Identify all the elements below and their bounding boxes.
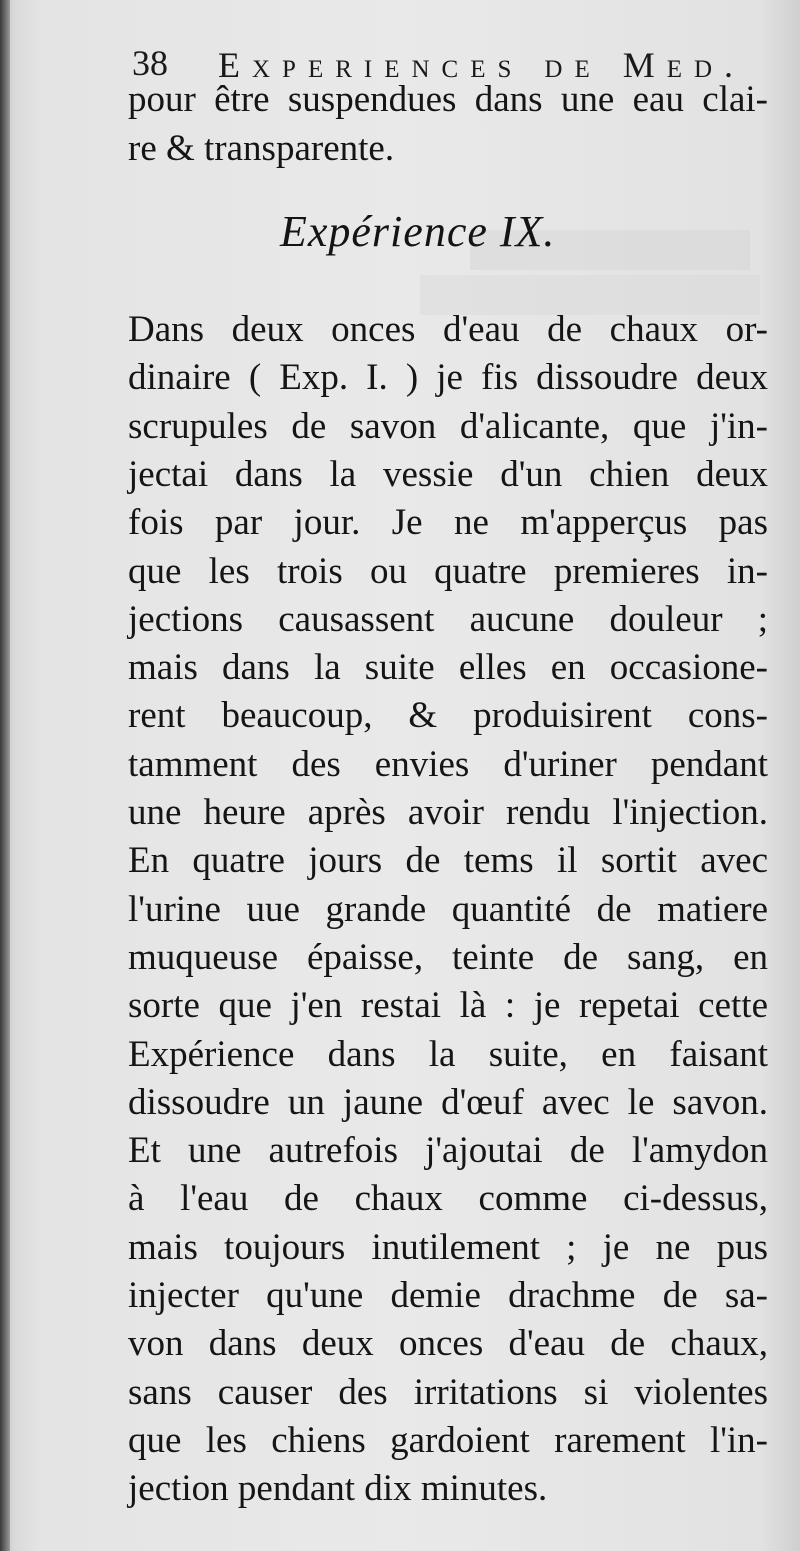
text-line: mais toujours inutilement ; je ne pus <box>128 1226 768 1268</box>
text-line: sans causer des irritations si violentes <box>128 1371 768 1413</box>
text-line: à l'eau de chaux comme ci-dessus, <box>128 1178 768 1220</box>
text-line: que les trois ou quatre premieres in- <box>128 550 768 592</box>
text-line: von dans deux onces d'eau de chaux, <box>128 1323 768 1365</box>
text-line: jection pendant dix minutes. <box>128 1468 548 1510</box>
text-line: Et une autrefois j'ajoutai de l'amydon <box>128 1130 768 1172</box>
page-number: 38 <box>132 43 168 83</box>
text-line: jectai dans la vessie d'un chien deux <box>128 453 768 495</box>
text-line: fois par jour. Je ne m'apperçus pas <box>128 502 768 544</box>
text-line: scrupules de savon d'alicante, que j'in- <box>128 405 768 447</box>
text-line: rent beaucoup, & produisirent cons- <box>128 695 768 737</box>
text-line: dinaire ( Exp. I. ) je fis dissoudre deux <box>128 357 768 399</box>
page-gutter-shadow <box>0 0 10 1551</box>
text-line: re & transparente. <box>128 127 395 169</box>
text-line: que les chiens gardoient rarement l'in- <box>128 1419 768 1461</box>
section-heading: Expérience IX. <box>280 207 556 256</box>
running-title: Experiences de Med. <box>218 45 746 85</box>
text-line: muqueuse épaisse, teinte de sang, en <box>128 936 768 978</box>
text-line: En quatre jours de tems il sortit avec <box>128 840 768 882</box>
text-line: injecter qu'une demie drachme de sa- <box>128 1275 768 1316</box>
text-line: sorte que j'en restai là : je repetai cette <box>128 985 768 1027</box>
text-line: Dans deux onces d'eau de chaux or- <box>128 309 768 350</box>
text-line: dissoudre un jaune d'œuf avec le savon. <box>128 1081 768 1123</box>
text-line: pour être suspendues dans une eau clai- <box>128 79 768 120</box>
text-line: tamment des envies d'uriner pendant <box>128 743 768 785</box>
text-line: jections causassent aucune douleur ; <box>128 598 768 640</box>
text-line: mais dans la suite elles en occasione- <box>128 647 768 689</box>
text-line: une heure après avoir rendu l'injection. <box>128 792 768 833</box>
text-line: l'urine uue grande quantité de matiere <box>128 888 768 930</box>
text-line: Expérience dans la suite, en faisant <box>128 1033 768 1075</box>
